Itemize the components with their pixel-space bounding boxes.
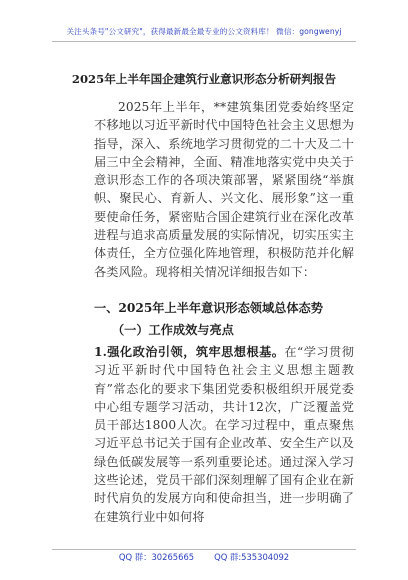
section-heading: 一、2025年上半年意识形态领域总体态势 bbox=[94, 301, 323, 315]
header-divider bbox=[52, 41, 356, 42]
header-banner: 关注头条号"公文研究"，获得最新最全最专业的公文资料库！ 微信：gongwenyj bbox=[66, 27, 342, 36]
item-paragraph bbox=[94, 343, 354, 526]
item-body-text: 在“学习贯彻习近平新时代中国特色社会主义思想主题教育”常态化的要求下集团党委积极组织开展党委中心组专题学习活动，共计12次，广泛覆盖党员干部达1800人次。在学习过程中，重点聚焦习近平总书记关于国有企业改革、安全生产以及绿色低碳发展等一系列重要论述。通过深入学习这些论述，党员干部们深刻理解了国有企业在新时代肩负的发展方向和使命担当，进一步明确了在建筑行业中如何将 bbox=[94, 345, 354, 524]
subsection-heading: （一）工作成效与亮点 bbox=[112, 323, 234, 337]
footer-qq-group-2: QQ 群:535304092 bbox=[214, 552, 290, 562]
footer-divider bbox=[52, 549, 356, 550]
document-title: 2025年上半年国企建筑行业意识形态分析研判报告 bbox=[71, 72, 337, 86]
footer-qq-group-1: QQ 群：30265665 bbox=[118, 552, 195, 562]
footer bbox=[0, 551, 408, 563]
item-lead-text: 1.强化政治引领，筑牢思想根基。 bbox=[94, 345, 285, 359]
intro-paragraph: 2025年上半年，**建筑集团党委始终坚定不移地以习近平新时代中国特色社会主义思想为指导，深入、系统地学习贯彻党的二十大及二十届三中全会精神，全面、精准地落实党中央关于意识形态工作的各项决策部署，紧紧围绕“举旗帜、聚民心、育新人、兴文化、展形象”这一重要使命任务，紧密贴合国企建筑行业在深化改革进程与追求高质量发展的实际情况，切实压实主体责任，全方位强化阵地管理，积极防范并化解各类风险。现将相关情况详细报告如下： bbox=[94, 100, 354, 279]
